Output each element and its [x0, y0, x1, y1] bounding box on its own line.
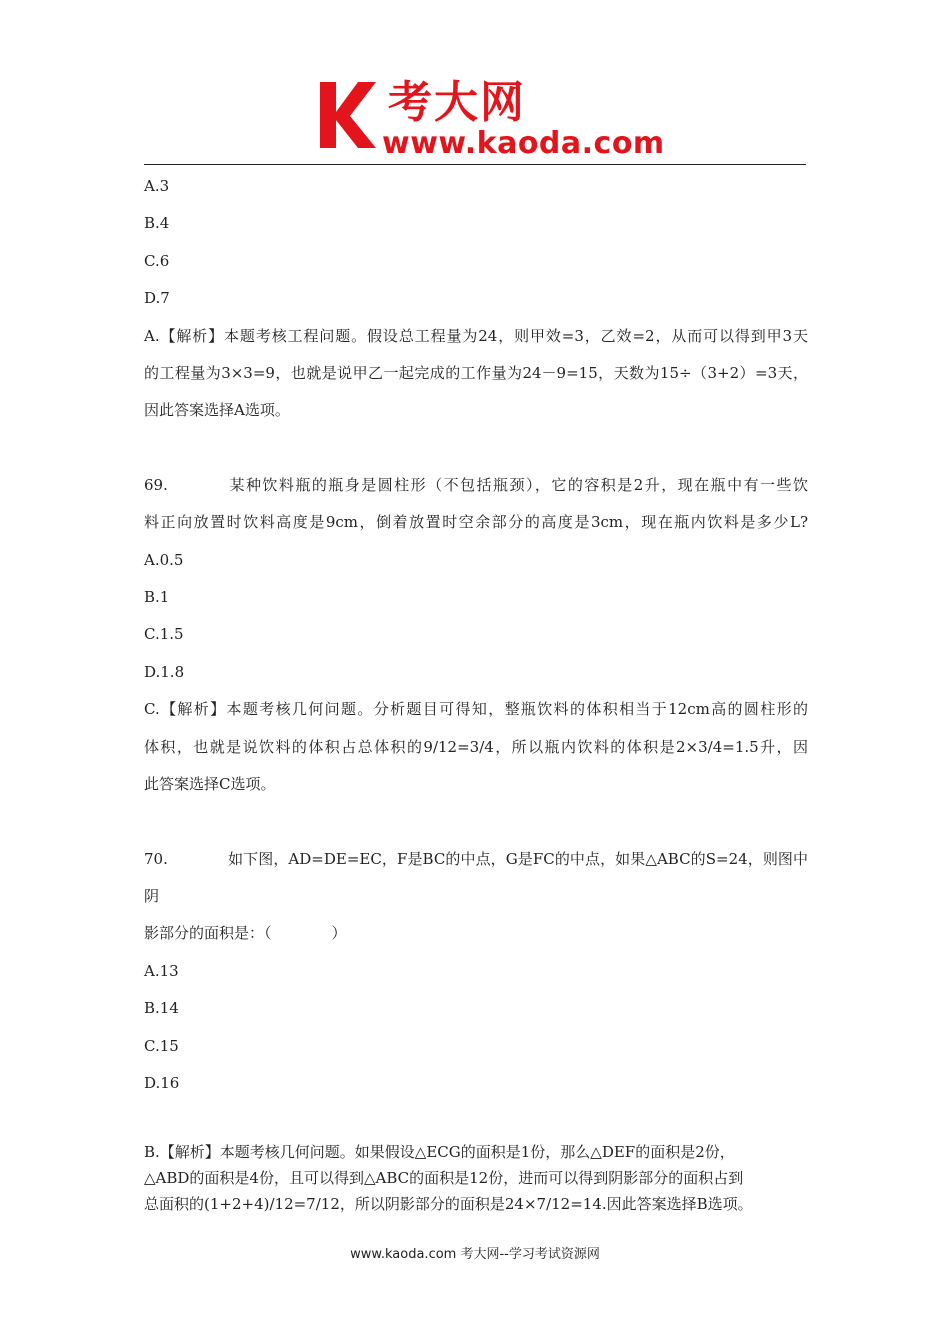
q68-option-d: D.7	[144, 289, 170, 308]
q70-option-a: A.13	[144, 961, 179, 980]
q70-option-c: C.15	[144, 1036, 179, 1055]
q69-option-d: D.1.8	[144, 662, 185, 681]
q70-stem-line-1	[144, 841, 808, 916]
q70-number: 70.	[144, 849, 168, 868]
q68-analysis-line-3: 因此答案选择A选项。	[144, 401, 290, 420]
q70-stem-line-2: 影部分的面积是：（ ）	[144, 924, 347, 943]
q69-number: 69.	[144, 475, 168, 494]
q69-option-c: C.1.5	[144, 625, 184, 644]
q69-option-b: B.1	[144, 588, 170, 607]
q68-option-a: A.3	[144, 177, 170, 195]
q68-analysis-line-2: 的工程量为3×3=9，也就是说甲乙一起完成的工作量为24－9=15，天数为15÷（3+2）=3天，	[144, 364, 808, 383]
logo-url: www.kaoda.com	[382, 126, 665, 161]
q70-option-d: D.16	[144, 1073, 180, 1092]
q68-option-b: B.4	[144, 214, 170, 233]
header-divider	[144, 164, 806, 165]
kaoda-logo-k-icon	[318, 78, 378, 150]
q70-analysis-line-2: △ABD的面积是4份，且可以得到△ABC的面积是12份，进而可以得到阴影部分的面积占到	[144, 1169, 744, 1188]
q70-option-b: B.14	[144, 999, 179, 1018]
q69-stem-line-1	[144, 467, 808, 504]
logo-chinese-name: 考大网	[388, 77, 526, 128]
spacer	[144, 804, 808, 841]
page-header	[0, 0, 950, 170]
q69-option-a: A.0.5	[144, 550, 184, 569]
q69-analysis-line-2: 体积，也就是说饮料的体积占总体积的9/12=3/4，所以瓶内饮料的体积是2×3/4=1.5升，因	[144, 737, 808, 756]
q68-analysis-line-1: A.【解析】本题考核工程问题。假设总工程量为24，则甲效=3，乙效=2，从而可以得到甲3天	[144, 326, 808, 345]
spacer	[144, 430, 808, 467]
q70-stem-text: 如下图，AD=DE=EC，F是BC的中点，G是FC的中点，如果△ABC的S=24，则图中阴	[144, 849, 808, 905]
q69-analysis-line-3: 此答案选择C选项。	[144, 775, 276, 794]
q70-analysis-line-1: B.【解析】本题考核几何问题。如果假设△ECG的面积是1份，那么△DEF的面积是2份，	[144, 1143, 735, 1162]
q69-analysis-line-1: C.【解析】本题考核几何问题。分析题目可得知，整瓶饮料的体积相当于12cm高的圆柱形的	[144, 700, 808, 719]
page-content	[144, 168, 808, 1217]
spacer	[144, 1102, 808, 1139]
q69-stem-text: 某种饮料瓶的瓶身是圆柱形（不包括瓶颈），它的容积是2升，现在瓶中有一些饮	[228, 475, 808, 494]
page-footer: www.kaoda.com 考大网--学习考试资源网	[350, 1247, 600, 1262]
q68-option-c: C.6	[144, 251, 170, 270]
q69-stem-line-2: 料正向放置时饮料高度是9cm，倒着放置时空余部分的高度是3cm，现在瓶内饮料是多少L?	[144, 513, 808, 532]
q70-analysis-line-3: 总面积的(1+2+4)/12=7/12，所以阴影部分的面积是24×7/12=14.因此答案选择B选项。	[144, 1195, 753, 1214]
